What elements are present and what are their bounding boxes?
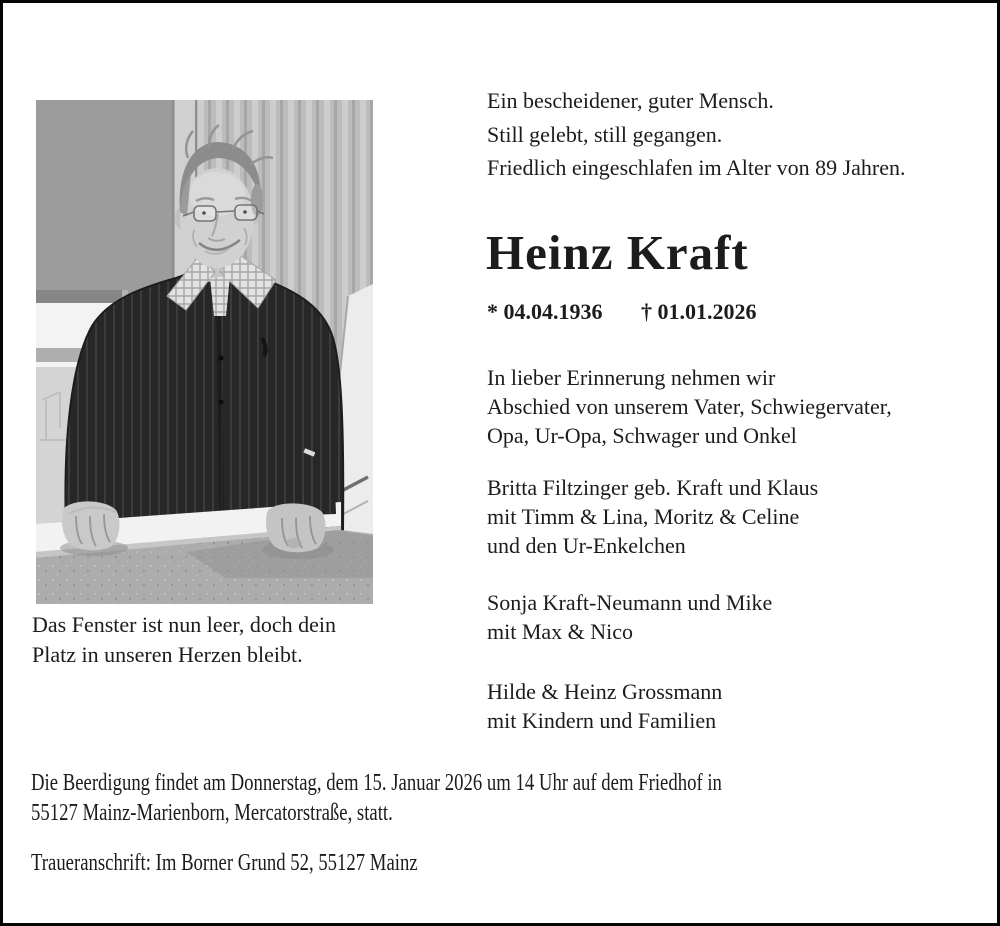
burial-info-line: Die Beerdigung findet am Donnerstag, dem 15. Januar 2026 um 14 Uhr auf dem Friedhof in <box>31 770 722 796</box>
photo-caption-line: Platz in unseren Herzen bleibt. <box>32 641 303 667</box>
deceased-name: Heinz Kraft <box>486 225 749 280</box>
death-dagger-symbol: † <box>641 299 652 324</box>
mourner-group <box>487 588 772 646</box>
death-date: 01.01.2026 <box>657 299 757 324</box>
birth-star-symbol: * <box>487 299 498 324</box>
mourner-line: Hilde & Heinz Grossmann <box>487 679 723 704</box>
epitaph-line: Still gelebt, still gegangen. <box>487 121 723 147</box>
mourner-group <box>487 473 818 560</box>
birth-date: 04.04.1936 <box>503 299 603 324</box>
mourner-group <box>487 677 722 735</box>
portrait-illustration <box>36 100 373 604</box>
memorial-line: Opa, Ur-Opa, Schwager und Onkel <box>487 423 797 448</box>
mourning-address <box>31 848 527 878</box>
memorial-line: Abschied von unserem Vater, Schwiegervater, <box>487 394 892 419</box>
mourner-line: mit Kindern und Familien <box>487 708 717 733</box>
memorial-paragraph <box>487 363 892 450</box>
vital-dates <box>487 299 757 325</box>
burial-info-line: 55127 Mainz-Marienborn, Mercatorstraße, statt. <box>31 800 393 826</box>
memorial-line: In lieber Erinnerung nehmen wir <box>487 365 776 390</box>
portrait-photo <box>36 100 373 604</box>
burial-info <box>31 768 917 828</box>
birth-group <box>487 299 608 324</box>
photo-caption <box>32 610 336 669</box>
mourner-line: Britta Filtzinger geb. Kraft und Klaus <box>487 475 819 500</box>
mourner-line: mit Max & Nico <box>487 619 634 644</box>
mourner-line: und den Ur-Enkelchen <box>487 533 686 558</box>
mourning-address-line: Traueranschrift: Im Borner Grund 52, 55127 Mainz <box>31 850 418 876</box>
epitaph-line: Friedlich eingeschlafen im Alter von 89 Jahren. <box>487 155 906 180</box>
death-group <box>641 299 757 324</box>
epitaph <box>487 84 906 185</box>
photo-caption-line: Das Fenster ist nun leer, doch dein <box>32 612 336 637</box>
epitaph-line: Ein bescheidener, guter Mensch. <box>487 88 774 113</box>
mourner-line: Sonja Kraft-Neumann und Mike <box>487 590 773 615</box>
mourner-line: mit Timm & Lina, Moritz & Celine <box>487 504 800 529</box>
